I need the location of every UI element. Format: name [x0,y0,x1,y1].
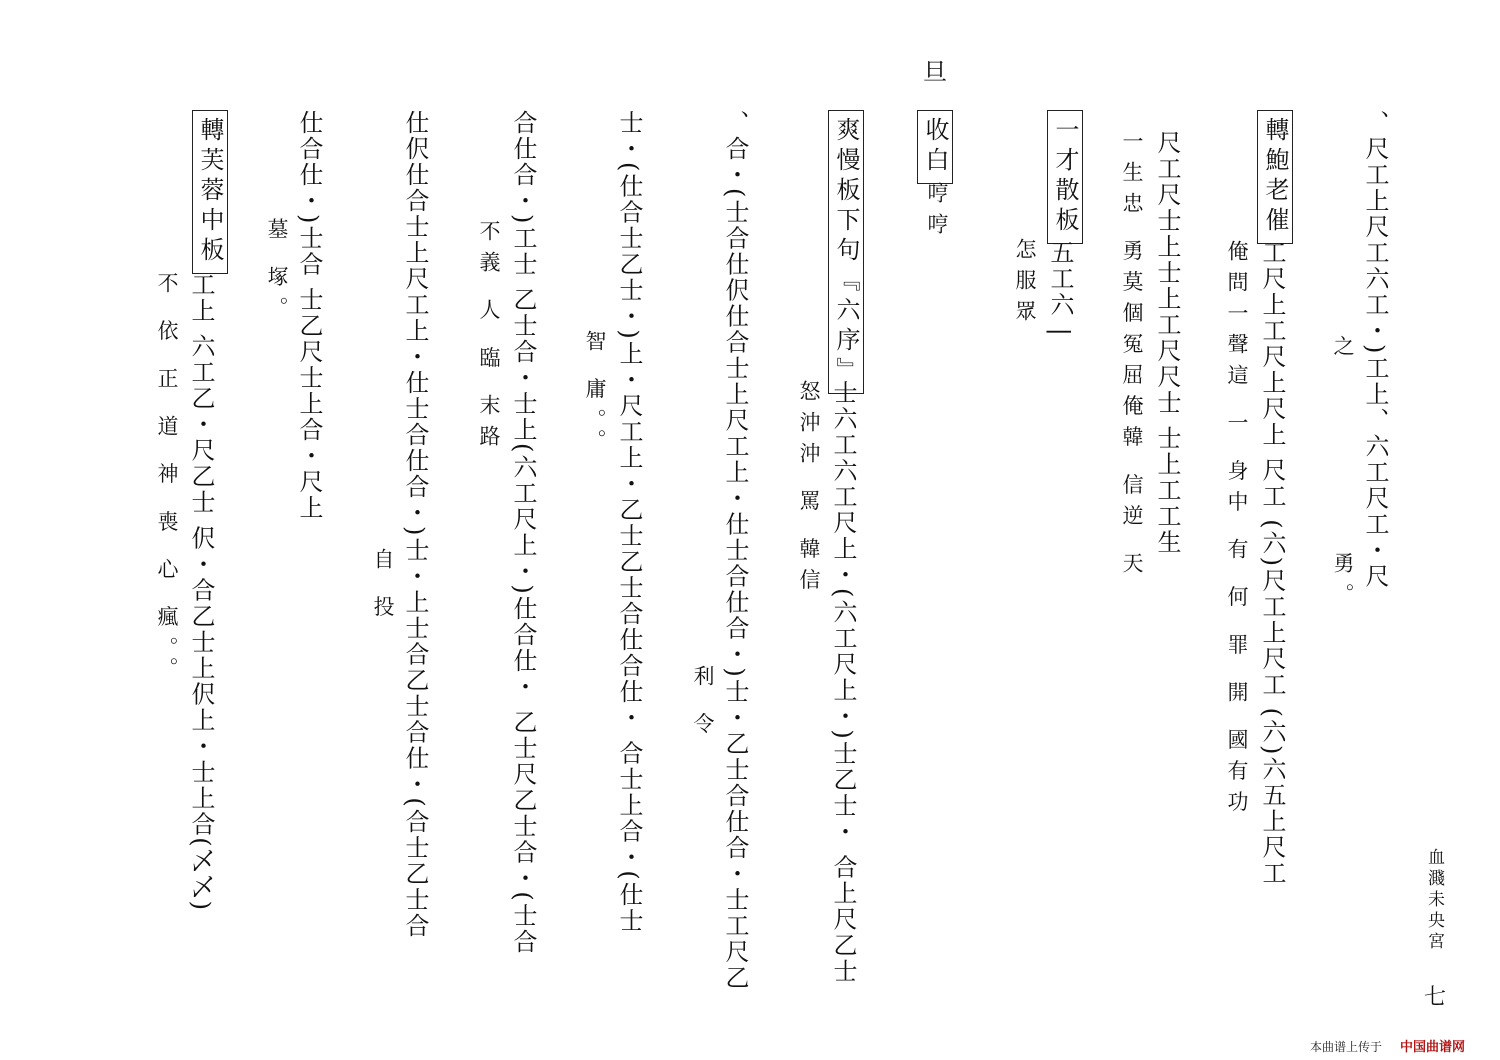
notation-column-20: 仕合仕・)士合 士乙尺士上合・尺上 [295,110,323,521]
lyric-column-23: 不 依 正 道 神 喪 心 瘋。。 [155,272,179,689]
lyric-column-6: 一生忠 勇莫個冤屈俺韓 信逆 天 [1120,130,1144,584]
label-zhuan-bao-lao-cui: 轉鮑老催 [1257,110,1293,244]
lyric-column-2: 之 勇。 [1331,335,1355,614]
label-shou-bai: 收白 [917,110,953,184]
notation-column-5: 尺工尺士上士上工尺尺士 士上工工生 [1153,130,1181,556]
notation-column-18: 仕伬仕合士上尺工上・仕士合仕合・)士・上士合乙士合仕・(合士乙士合 [401,110,429,939]
notation-column-7: 五工六 | [1046,240,1074,338]
label-shuang-man-ban: 爽慢板下句『六序』 [828,110,864,394]
notation-column-22: 工上 六工乙・尺乙士 伬・合乙士上伬上・士上合(乄乄) [187,272,215,912]
notation-column-16: 合仕合・)工士 乙士合・士上(六工尺上・)仕合仕・ 乙士尺乙士合・(士合 [509,110,537,955]
opera-title: 血濺未央宮 [1424,848,1444,953]
page-number: 七 [1424,985,1447,1010]
lyric-column-15: 智 庸。。 [583,330,607,461]
notation-column-14: 士・(仕合士乙士・)上・尺工上・乙士乙士合仕合仕・ 合士上合・(仕士 [615,110,643,934]
lyric-column-17: 不義 人 臨 末路 [477,220,501,457]
lyric-column-4: 俺問一聲這 一 身中 有 何 罪 開 國有功 [1225,240,1249,822]
notation-column-10: 士六工六工尺上・(六工尺上・)士乙士・ 合上尺乙士 [829,380,857,985]
lyric-column-19: 自 投 [371,548,395,627]
notation-column-12: 、合・(士合仕伬仕合士上尺工上・仕士合仕合・)士・乙士合仕合・士工尺乙 [721,110,749,991]
lyric-column-8: 怎服眾 [1013,238,1037,331]
label-zhuan-fu-rong-zhong-ban: 轉芙蓉中板 [192,110,228,274]
notation-column-3: 工尺上工尺上尺上 尺工 (六)尺工上尺工 (六)六五上尺工 [1258,240,1286,887]
site-logo[interactable]: 中国曲谱网 [1400,1040,1466,1055]
lyric-column-11: 怒沖沖 罵 韓信 [797,380,821,600]
lyric-column-9: 哼哼 [925,182,949,244]
role-marker: 旦 [923,58,947,86]
label-yi-cai-san-ban: 一才散板 [1047,110,1083,244]
upload-note: 本曲谱上传于 [1310,1040,1383,1054]
lyric-column-13: 利 令 [691,665,715,744]
notation-column-1: 、尺工上尺工六工・)工上、六工尺工・尺 [1361,110,1389,590]
lyric-column-21: 墓 塚。 [265,218,289,328]
